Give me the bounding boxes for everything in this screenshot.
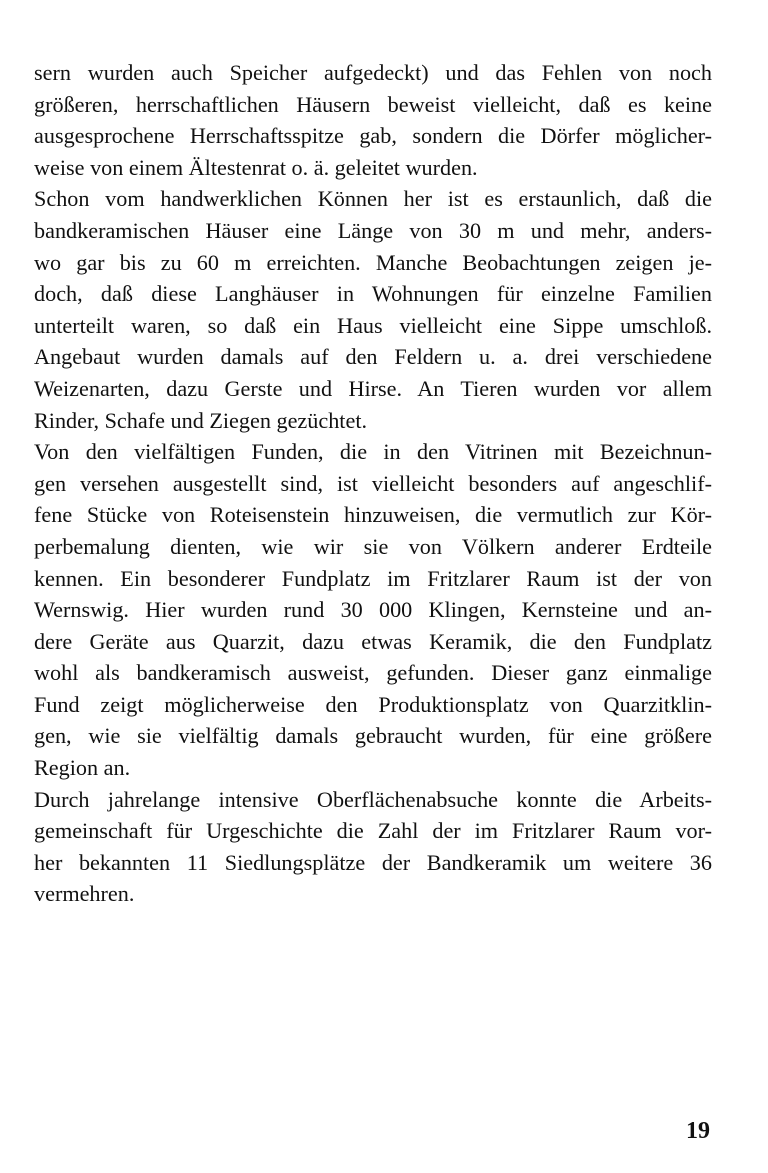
text-line: fene Stücke von Roteisenstein hinzuweisen, die vermutlich zur Kör- bbox=[34, 502, 712, 528]
text-line: Region an. bbox=[34, 755, 131, 781]
text-line: ausgesprochene Herrschaftsspitze gab, sondern die Dörfer möglicher- bbox=[34, 123, 712, 149]
text-line: gemeinschaft für Urgeschichte die Zahl der im Fritzlarer Raum vor- bbox=[34, 818, 712, 844]
text-line: her bekannten 11 Siedlungsplätze der Bandkeramik um weitere 36 bbox=[34, 849, 712, 875]
text-line: vermehren. bbox=[34, 881, 135, 907]
paragraph-3 bbox=[34, 436, 712, 784]
text-line: weise von einem Ältestenrat o. ä. geleitet wurden. bbox=[34, 154, 478, 180]
text-line: größeren, herrschaftlichen Häusern beweist vielleicht, daß es keine bbox=[34, 91, 712, 117]
text-line: wohl als bandkeramisch ausweist, gefunden. Dieser ganz einmalige bbox=[34, 660, 712, 686]
text-line: Durch jahrelange intensive Oberflächenabsuche konnte die Arbeits- bbox=[34, 786, 712, 812]
text-line: unterteilt waren, so daß ein Haus vielleicht eine Sippe umschloß. bbox=[34, 312, 712, 338]
text-line: Weizenarten, dazu Gerste und Hirse. An Tieren wurden vor allem bbox=[34, 375, 712, 401]
paragraph-4 bbox=[34, 784, 712, 910]
text-line: Wernswig. Hier wurden rund 30 000 Klingen, Kernsteine und an- bbox=[34, 597, 712, 623]
page-number: 19 bbox=[686, 1118, 710, 1144]
text-line: Fund zeigt möglicherweise den Produktionsplatz von Quarzitklin- bbox=[34, 691, 712, 717]
text-line: gen, wie sie vielfältig damals gebraucht wurden, für eine größere bbox=[34, 723, 712, 749]
paragraph-2 bbox=[34, 183, 712, 436]
text-line: dere Geräte aus Quarzit, dazu etwas Keramik, die den Fundplatz bbox=[34, 628, 712, 654]
text-line: Schon vom handwerklichen Können her ist es erstaunlich, daß die bbox=[34, 186, 712, 212]
text-line: Angebaut wurden damals auf den Feldern u. a. drei verschiedene bbox=[34, 344, 712, 370]
text-line: doch, daß diese Langhäuser in Wohnungen für einzelne Familien bbox=[34, 281, 712, 307]
text-line: sern wurden auch Speicher aufgedeckt) und das Fehlen von noch bbox=[34, 60, 712, 85]
text-line: kennen. Ein besonderer Fundplatz im Fritzlarer Raum ist der von bbox=[34, 565, 712, 591]
text-line: Rinder, Schafe und Ziegen gezüchtet. bbox=[34, 407, 368, 433]
text-line: perbemalung dienten, wie wir sie von Völkern anderer Erdteile bbox=[34, 533, 712, 559]
text-line: gen versehen ausgestellt sind, ist vielleicht besonders auf angeschlif- bbox=[34, 470, 712, 496]
text-line: wo gar bis zu 60 m erreichten. Manche Beobachtungen zeigen je- bbox=[34, 249, 712, 275]
text-line: Von den vielfältigen Funden, die in den Vitrinen mit Bezeichnun- bbox=[34, 439, 712, 465]
text-line: bandkeramischen Häuser eine Länge von 30 m und mehr, anders- bbox=[34, 217, 712, 243]
page-body bbox=[34, 57, 712, 910]
paragraph-1 bbox=[34, 57, 712, 183]
